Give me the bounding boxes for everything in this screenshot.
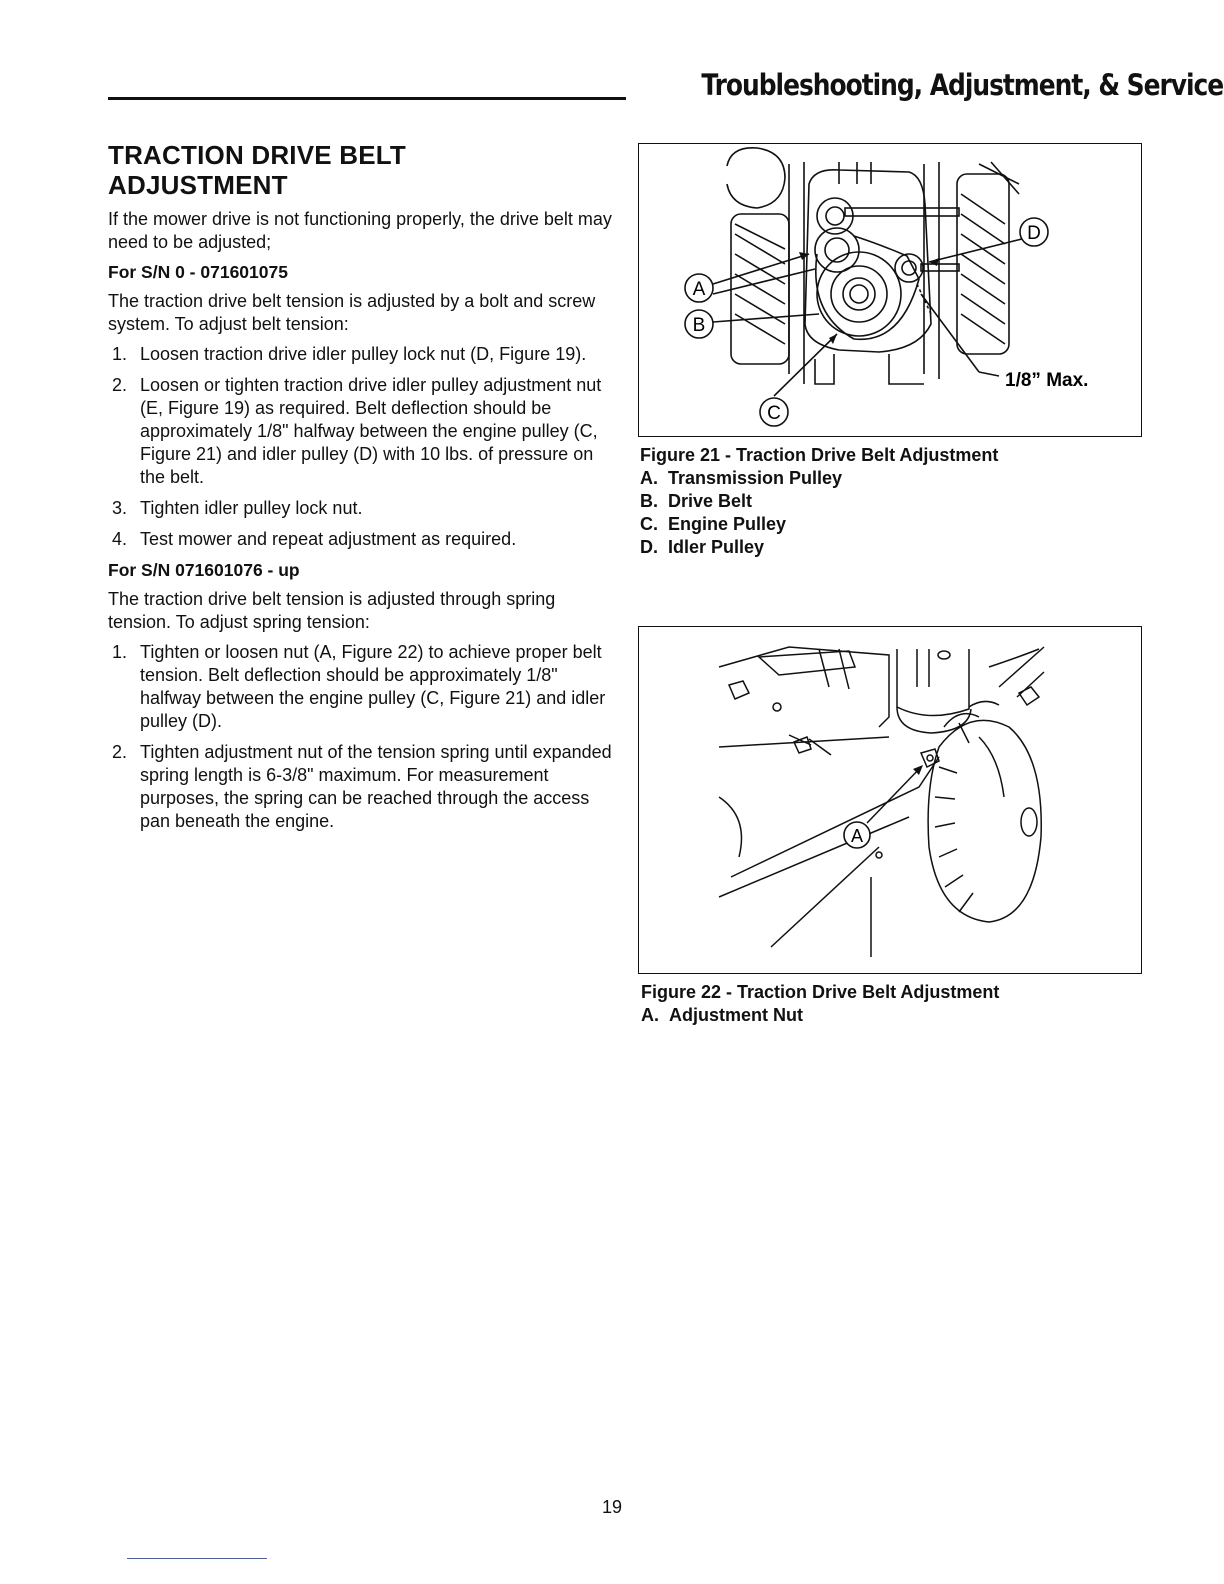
legend-item bbox=[641, 1004, 1141, 1027]
step-text: Loosen traction drive idler pulley lock nut (D, Figure 19). bbox=[140, 344, 587, 364]
legend-letter: D. bbox=[640, 537, 658, 557]
callout-a: A bbox=[850, 826, 864, 846]
legend-label: Drive Belt bbox=[668, 491, 753, 511]
legend-item bbox=[640, 467, 1140, 490]
step-item bbox=[108, 741, 613, 833]
step-number: 1. bbox=[112, 344, 128, 364]
page-header-title: Troubleshooting, Adjustment, & Service bbox=[701, 68, 1224, 102]
part2-paragraph: The traction drive belt tension is adjusted through spring tension. To adjust spring tension: bbox=[108, 589, 556, 632]
step-text: Tighten adjustment nut of the tension spring until expanded spring length is 6-3/8" maximum. For measurement purposes, the spring can be reached through the access pan beneath the engine. bbox=[140, 742, 612, 831]
figure-22-drawing bbox=[639, 627, 1140, 972]
part1-paragraph: The traction drive belt tension is adjusted by a bolt and screw system. To adjust belt tension: bbox=[108, 291, 596, 334]
legend-item bbox=[640, 490, 1140, 513]
subhead-serial-range-2: For S/N 071601076 - up bbox=[108, 560, 300, 580]
step-text: Tighten idler pulley lock nut. bbox=[140, 498, 363, 518]
intro-paragraph: If the mower drive is not functioning properly, the drive belt may need to be adjusted; bbox=[108, 209, 612, 252]
step-text: Test mower and repeat adjustment as required. bbox=[140, 529, 517, 549]
step-item bbox=[108, 528, 613, 551]
section-title-line2: ADJUSTMENT bbox=[108, 170, 288, 200]
step-number: 3. bbox=[112, 498, 128, 518]
part1-steps bbox=[108, 343, 613, 551]
figure-21-caption: Figure 21 - Traction Drive Belt Adjustment bbox=[640, 445, 999, 465]
legend-item bbox=[640, 513, 1140, 536]
figure-22-caption: Figure 22 - Traction Drive Belt Adjustment bbox=[641, 982, 1000, 1002]
legend-item bbox=[640, 536, 1140, 559]
legend-letter: A. bbox=[640, 468, 658, 488]
text-column bbox=[108, 140, 613, 841]
legend-label: Adjustment Nut bbox=[669, 1005, 803, 1025]
measurement-label: 1/8” Max. bbox=[1005, 370, 1089, 391]
step-number: 1. bbox=[112, 642, 128, 662]
step-item bbox=[108, 497, 613, 520]
callout-d: D bbox=[1027, 223, 1041, 244]
step-number: 4. bbox=[112, 529, 128, 549]
legend-letter: A. bbox=[641, 1005, 659, 1025]
step-item bbox=[108, 641, 613, 733]
step-item bbox=[108, 343, 613, 366]
legend-letter: B. bbox=[640, 491, 658, 511]
figure-21-caption-block bbox=[640, 444, 1140, 559]
figure-21-illustration bbox=[638, 143, 1142, 437]
subhead-serial-range-1: For S/N 0 - 071601075 bbox=[108, 262, 288, 282]
part2-steps bbox=[108, 641, 613, 833]
step-text: Loosen or tighten traction drive idler pulley adjustment nut (E, Figure 19) as required. Belt deflection should be approximately 1/8" halfway between the engine pulley (C, Figure 21) and idler pulley (D) with 10 lbs. of pressure on the belt. bbox=[140, 375, 602, 487]
legend-letter: C. bbox=[640, 514, 658, 534]
callout-a: A bbox=[692, 279, 706, 300]
section-title bbox=[108, 140, 613, 200]
header-rule bbox=[108, 97, 626, 100]
figure-21-drawing bbox=[639, 144, 1140, 435]
figure-22-illustration bbox=[638, 626, 1142, 974]
step-number: 2. bbox=[112, 375, 128, 395]
figure-22-caption-block bbox=[641, 981, 1141, 1027]
section-title-line1: TRACTION DRIVE BELT bbox=[108, 140, 406, 170]
callout-c: C bbox=[767, 403, 781, 424]
legend-label: Engine Pulley bbox=[668, 514, 787, 534]
page-number: 19 bbox=[601, 1497, 623, 1517]
step-number: 2. bbox=[112, 742, 128, 762]
legend-label: Idler Pulley bbox=[668, 537, 765, 557]
footer-link-underline bbox=[127, 1558, 267, 1559]
legend-label: Transmission Pulley bbox=[668, 468, 843, 488]
step-item bbox=[108, 374, 613, 489]
callout-b: B bbox=[692, 315, 706, 336]
step-text: Tighten or loosen nut (A, Figure 22) to achieve proper belt tension. Belt deflection should be approximately 1/8" halfway between the engine pulley (C, Figure 21) and idler pulley (D). bbox=[140, 642, 606, 731]
